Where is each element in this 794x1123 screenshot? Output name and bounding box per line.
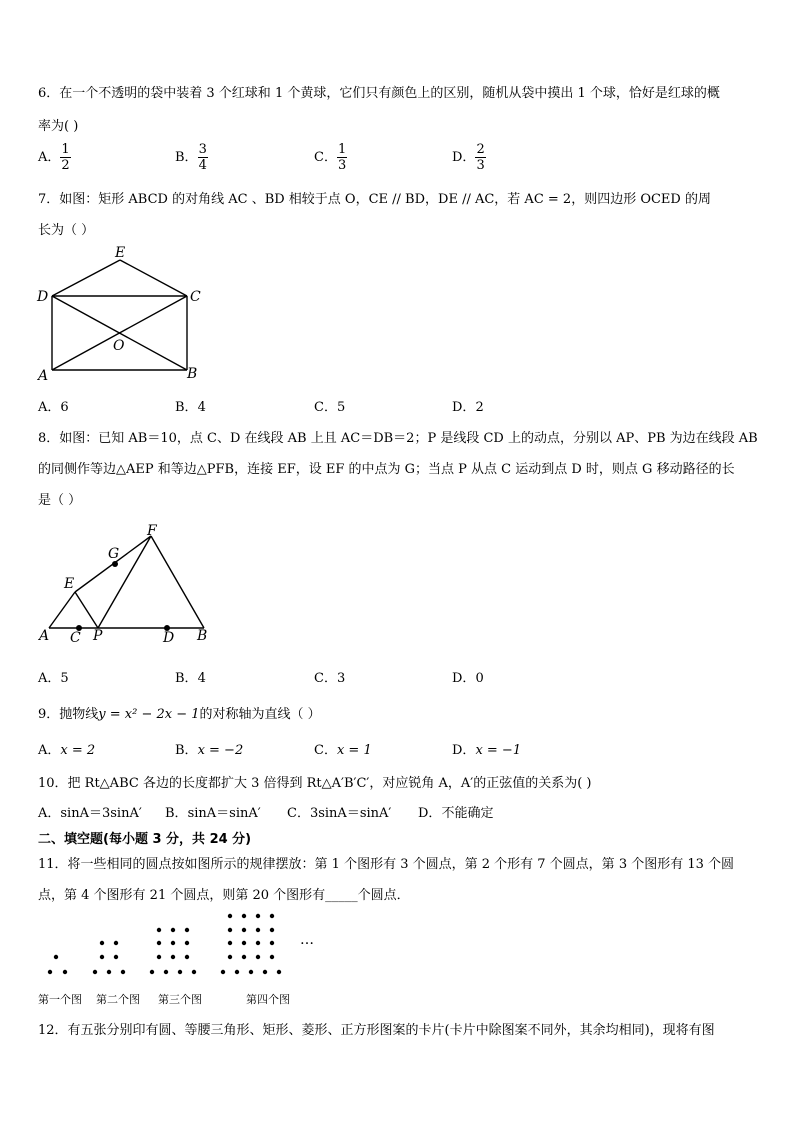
q7-option-b: B．4 [175,400,206,415]
q8-line2: 的同侧作等边△AEP 和等边△PFB，连接 EF，设 EF 的中点为 G；当点 P 从点 C 运动到点 D 时，则点 G 移动路径的长 [38,462,735,477]
q10-line1: 10．把 Rt△ABC 各边的长度都扩大 3 倍得到 Rt△A′B′C′，对应锐角 A，A′的正弦值的关系为( ) [38,776,592,791]
q10-option-d: D．不能确定 [418,806,494,821]
q6-option-c: C． $\frac{1}{3}$ [314,142,347,173]
q6-option-d: D． $\frac{2}{3}$ [452,142,485,173]
segment-ce [120,260,187,296]
q7-rectangle-figure [34,240,209,385]
q7-line2: 长为（ ） [38,223,95,238]
q8-line1: 8．如图：已知 AB＝10，点 C、D 在线段 AB 上且 AC＝DB＝2；P 是线段 CD 上的动点，分别以 AP、PB 为边在线段 AB [38,431,758,446]
q12-line1: 12．有五张分别印有圆、等腰三角形、矩形、菱形、正方形图案的卡片(卡片中除图案不同外，其余均相同)，现将有图 [38,1023,715,1038]
segment-ep [75,592,98,628]
q9-option-b: B．x = −2 [175,743,244,758]
label-g: G [108,546,120,562]
label-d: D [37,289,49,305]
q8-line3: 是（ ） [38,493,82,508]
q10-option-a: A．sinA＝3sinA′ [38,806,142,821]
q8-option-d: D．0 [452,671,484,686]
label-e: E [115,245,126,261]
label-e: E [64,576,75,592]
label-b: B [187,366,198,382]
q6-line2: 率为( ) [38,119,79,134]
caption-figure-3: 第三个图 [158,993,202,1006]
q9-option-c: C．x = 1 [314,743,372,758]
label-f: F [147,523,157,539]
segment-pf [98,536,151,628]
q6-option-a: A． $\frac{1}{2}$ [38,142,70,173]
q11-line1: 11．将一些相同的圆点按如图所示的规律摆放：第 1 个图形有 3 个圆点，第 2 个形有 7 个圆点，第 3 个图形有 13 个圆 [38,857,735,872]
dot-figure-1 [48,955,67,974]
segment-fb [151,536,204,628]
label-a: A [39,628,50,644]
q11-line2: 点，第 4 个图形有 21 个圆点，则第 20 个图形有_____个圆点． [38,888,410,903]
q9-option-a: A．x = 2 [38,743,96,758]
segment-ae [49,592,75,628]
label-p: P [93,628,103,644]
q7-option-c: C．5 [314,400,346,415]
section-heading: 二、填空题(每小题 3 分，共 24 分) [38,832,252,847]
caption-figure-2: 第二个图 [96,993,140,1006]
q8-triangles-figure [34,520,224,650]
segment-de [52,260,120,296]
label-c: C [190,289,201,305]
label-o: O [113,338,125,354]
dot-figure-3 [150,928,196,974]
label-a: A [38,368,49,384]
q11-ellipsis: … [300,932,314,948]
label-d: D [163,630,175,646]
dot-figure-4 [221,914,281,974]
q8-option-b: B．4 [175,671,206,686]
q10-option-c: C．3sinA＝sinA′ [287,806,392,821]
q10-option-b: B．sinA＝sinA′ [165,806,261,821]
q7-line1: 7．如图：矩形 ABCD 的对角线 AC 、BD 相较于点 O，CE // BD，DE // AC，若 AC = 2，则四边形 OCED 的周 [38,192,711,207]
q9-line: 9．抛物线y = x² − 2x − 1的对称轴为直线（ ） [38,707,321,722]
q9-equation: y = x² − 2x − 1 [98,707,200,722]
q8-option-c: C．3 [314,671,346,686]
caption-figure-1: 第一个图 [38,993,82,1006]
q9-option-d: D．x = −1 [452,743,522,758]
q7-option-d: D．2 [452,400,484,415]
q11-dot-pattern-figure [30,905,330,985]
label-c: C [70,630,81,646]
q8-option-a: A．5 [38,671,69,686]
caption-figure-4: 第四个图 [246,993,290,1006]
q6-option-b: B． $\frac{3}{4}$ [175,142,207,173]
dot-figure-2 [93,941,125,974]
label-b: B [197,628,208,644]
q6-line1: 6．在一个不透明的袋中装着 3 个红球和 1 个黄球，它们只有颜色上的区别，随机从袋中摸出 1 个球，恰好是红球的概 [38,86,720,101]
q7-option-a: A．6 [38,400,69,415]
